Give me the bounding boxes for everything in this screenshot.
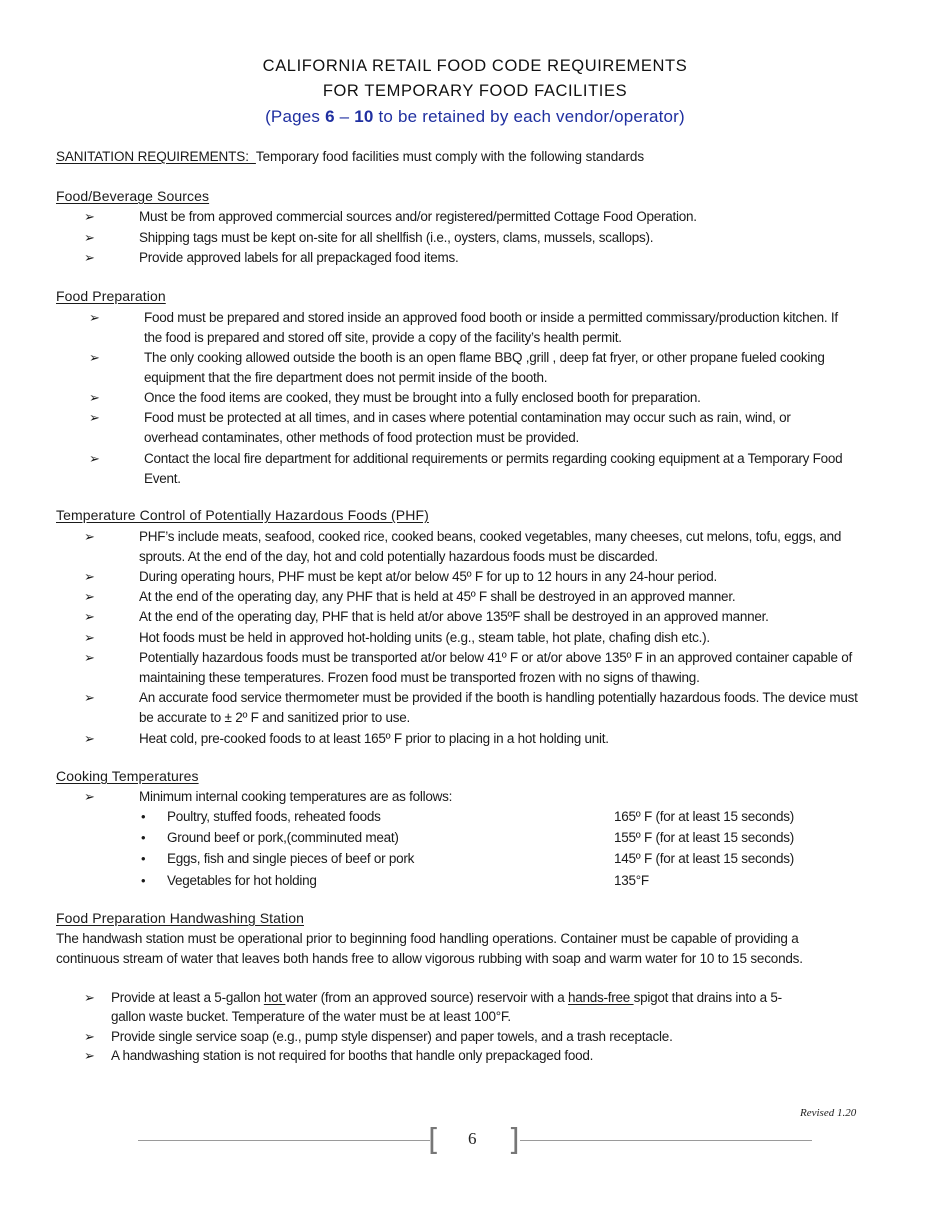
retain-note: (Pages 6 – 10 to be retained by each vendor/operator) bbox=[265, 107, 685, 126]
arrow-bullet-icon: ➢ bbox=[84, 569, 95, 584]
page-number: 6 bbox=[468, 1129, 477, 1148]
cooking-temp: 145º F (for at least 15 seconds) bbox=[614, 851, 795, 866]
list-item: PHF’s include meats, seafood, cooked rice, cooked beans, cooked vegetables, many cheeses, cut melons, tofu, eggs, and bbox=[139, 529, 842, 544]
list-item: At the end of the operating day, PHF that is held at/or above 135ºF shall be destroyed in an approved manner. bbox=[139, 609, 769, 624]
arrow-bullet-icon: ➢ bbox=[84, 609, 95, 624]
cooking-temp: 135°F bbox=[614, 873, 649, 888]
arrow-bullet-icon: ➢ bbox=[84, 589, 95, 604]
list-item: Provide single service soap (e.g., pump style dispenser) and paper towels, and a trash receptacle. bbox=[111, 1029, 673, 1044]
section-heading-handwashing: Food Preparation Handwashing Station bbox=[56, 910, 304, 926]
bullet-dot-icon: • bbox=[141, 809, 146, 824]
title-line-2: FOR TEMPORARY FOOD FACILITIES bbox=[322, 82, 628, 100]
list-item-continued: Event. bbox=[144, 471, 181, 486]
arrow-bullet-icon: ➢ bbox=[89, 310, 100, 325]
list-item-continued: overhead contaminates, other methods of food protection must be provided. bbox=[144, 430, 580, 445]
arrow-bullet-icon: ➢ bbox=[84, 230, 95, 245]
footer-rule-right bbox=[520, 1140, 812, 1141]
sanitation-intro bbox=[56, 149, 644, 164]
arrow-bullet-icon: ➢ bbox=[89, 410, 100, 425]
arrow-bullet-icon: ➢ bbox=[89, 350, 100, 365]
right-bracket-icon: ] bbox=[508, 1123, 520, 1158]
list-item: Potentially hazardous foods must be transported at/or below 41º F or at/or above 135º F in an approved container capable of bbox=[139, 650, 853, 665]
arrow-bullet-icon: ➢ bbox=[84, 731, 95, 746]
arrow-bullet-icon: ➢ bbox=[84, 529, 95, 544]
list-item: An accurate food service thermometer must be provided if the booth is handling potentially hazardous foods. The device must bbox=[139, 690, 858, 705]
cooking-food: Ground beef or pork,(comminuted meat) bbox=[167, 830, 399, 845]
bullet-dot-icon: • bbox=[141, 830, 146, 845]
section-heading-cooking-temperatures: Cooking Temperatures bbox=[56, 768, 199, 784]
arrow-bullet-icon: ➢ bbox=[84, 1048, 95, 1063]
list-item: Food must be protected at all times, and in cases where potential contamination may occur such as rain, wind, or bbox=[144, 410, 791, 425]
cooking-temp: 165º F (for at least 15 seconds) bbox=[614, 809, 795, 824]
list-item: Food must be prepared and stored inside an approved food booth or inside a permitted commissary/production kitchen. If bbox=[144, 310, 838, 325]
arrow-bullet-icon: ➢ bbox=[84, 1029, 95, 1044]
handwash-paragraph-continued: continuous stream of water that leaves both hands free to allow vigorous rubbing with soap and warm water for 10 to 15 seconds. bbox=[56, 951, 803, 966]
arrow-bullet-icon: ➢ bbox=[84, 690, 95, 705]
list-item: The only cooking allowed outside the booth is an open flame BBQ ,grill , deep fat fryer, or other propane fueled cooking bbox=[144, 350, 825, 365]
sanitation-text: Temporary food facilities must comply with the following standards bbox=[255, 149, 644, 164]
list-item: Contact the local fire department for additional requirements or permits regarding cooking equipment at a Temporary Food bbox=[144, 451, 843, 466]
cooking-temp: 155º F (for at least 15 seconds) bbox=[614, 830, 795, 845]
list-item-continued: equipment that the fire department does not permit inside of the booth. bbox=[144, 370, 548, 385]
arrow-bullet-icon: ➢ bbox=[84, 650, 95, 665]
arrow-bullet-icon: ➢ bbox=[84, 990, 95, 1005]
section-heading-food-preparation: Food Preparation bbox=[56, 288, 166, 304]
list-item: At the end of the operating day, any PHF that is held at 45º F shall be destroyed in an approved manner. bbox=[139, 589, 736, 604]
arrow-bullet-icon: ➢ bbox=[89, 390, 100, 405]
list-item: During operating hours, PHF must be kept at/or below 45º F for up to 12 hours in any 24-hour period. bbox=[139, 569, 718, 584]
list-item: Hot foods must be held in approved hot-holding units (e.g., steam table, hot plate, chafing dish etc.). bbox=[139, 630, 710, 645]
cooking-food: Eggs, fish and single pieces of beef or pork bbox=[167, 851, 415, 866]
bullet-dot-icon: • bbox=[141, 851, 146, 866]
list-item-continued: gallon waste bucket. Temperature of the water must be at least 100°F. bbox=[111, 1009, 511, 1024]
cooking-food: Vegetables for hot holding bbox=[167, 873, 317, 888]
list-item: Provide approved labels for all prepackaged food items. bbox=[139, 250, 459, 265]
arrow-bullet-icon: ➢ bbox=[84, 250, 95, 265]
footer-rule-left bbox=[138, 1140, 430, 1141]
revised-note: Revised 1.20 bbox=[800, 1107, 857, 1119]
sanitation-label: SANITATION REQUIREMENTS: bbox=[56, 149, 256, 164]
list-item: Must be from approved commercial sources and/or registered/permitted Cottage Food Operation. bbox=[139, 209, 697, 224]
bullet-dot-icon: • bbox=[141, 873, 146, 888]
list-item: Once the food items are cooked, they must be brought into a fully enclosed booth for preparation. bbox=[144, 390, 701, 405]
list-item: Provide at least a 5-gallon hot water (from an approved source) reservoir with a hands-free spigot that drains into a 5- bbox=[111, 990, 782, 1005]
arrow-bullet-icon: ➢ bbox=[84, 209, 95, 224]
list-item: Shipping tags must be kept on-site for all shellfish (i.e., oysters, clams, mussels, scallops). bbox=[139, 230, 654, 245]
list-item-continued: be accurate to ± 2º F and sanitized prior to use. bbox=[139, 710, 410, 725]
arrow-bullet-icon: ➢ bbox=[89, 451, 100, 466]
arrow-bullet-icon: ➢ bbox=[84, 789, 95, 804]
arrow-bullet-icon: ➢ bbox=[84, 630, 95, 645]
title-line-1: CALIFORNIA RETAIL FOOD CODE REQUIREMENTS bbox=[262, 57, 688, 75]
list-item-continued: sprouts. At the end of the day, hot and cold potentially hazardous foods must be discarded. bbox=[139, 549, 658, 564]
cooking-intro: Minimum internal cooking temperatures are as follows: bbox=[139, 789, 453, 804]
list-item-continued: maintaining these temperatures. Frozen food must be transported frozen with no signs of thawing. bbox=[139, 670, 700, 685]
handwash-paragraph: The handwash station must be operational prior to beginning food handling operations. Container must be capable of providing a bbox=[56, 931, 799, 946]
cooking-food: Poultry, stuffed foods, reheated foods bbox=[167, 809, 381, 824]
list-item: A handwashing station is not required for booths that handle only prepackaged food. bbox=[111, 1048, 594, 1063]
section-heading-food-beverage: Food/Beverage Sources bbox=[56, 188, 210, 204]
left-bracket-icon: [ bbox=[428, 1123, 440, 1158]
list-item-continued: the food is prepared and stored off site, provide a copy of the facility’s health permit. bbox=[144, 330, 622, 345]
list-item: Heat cold, pre-cooked foods to at least 165º F prior to placing in a hot holding unit. bbox=[139, 731, 609, 746]
section-heading-phf: Temperature Control of Potentially Hazardous Foods (PHF) bbox=[56, 507, 429, 523]
